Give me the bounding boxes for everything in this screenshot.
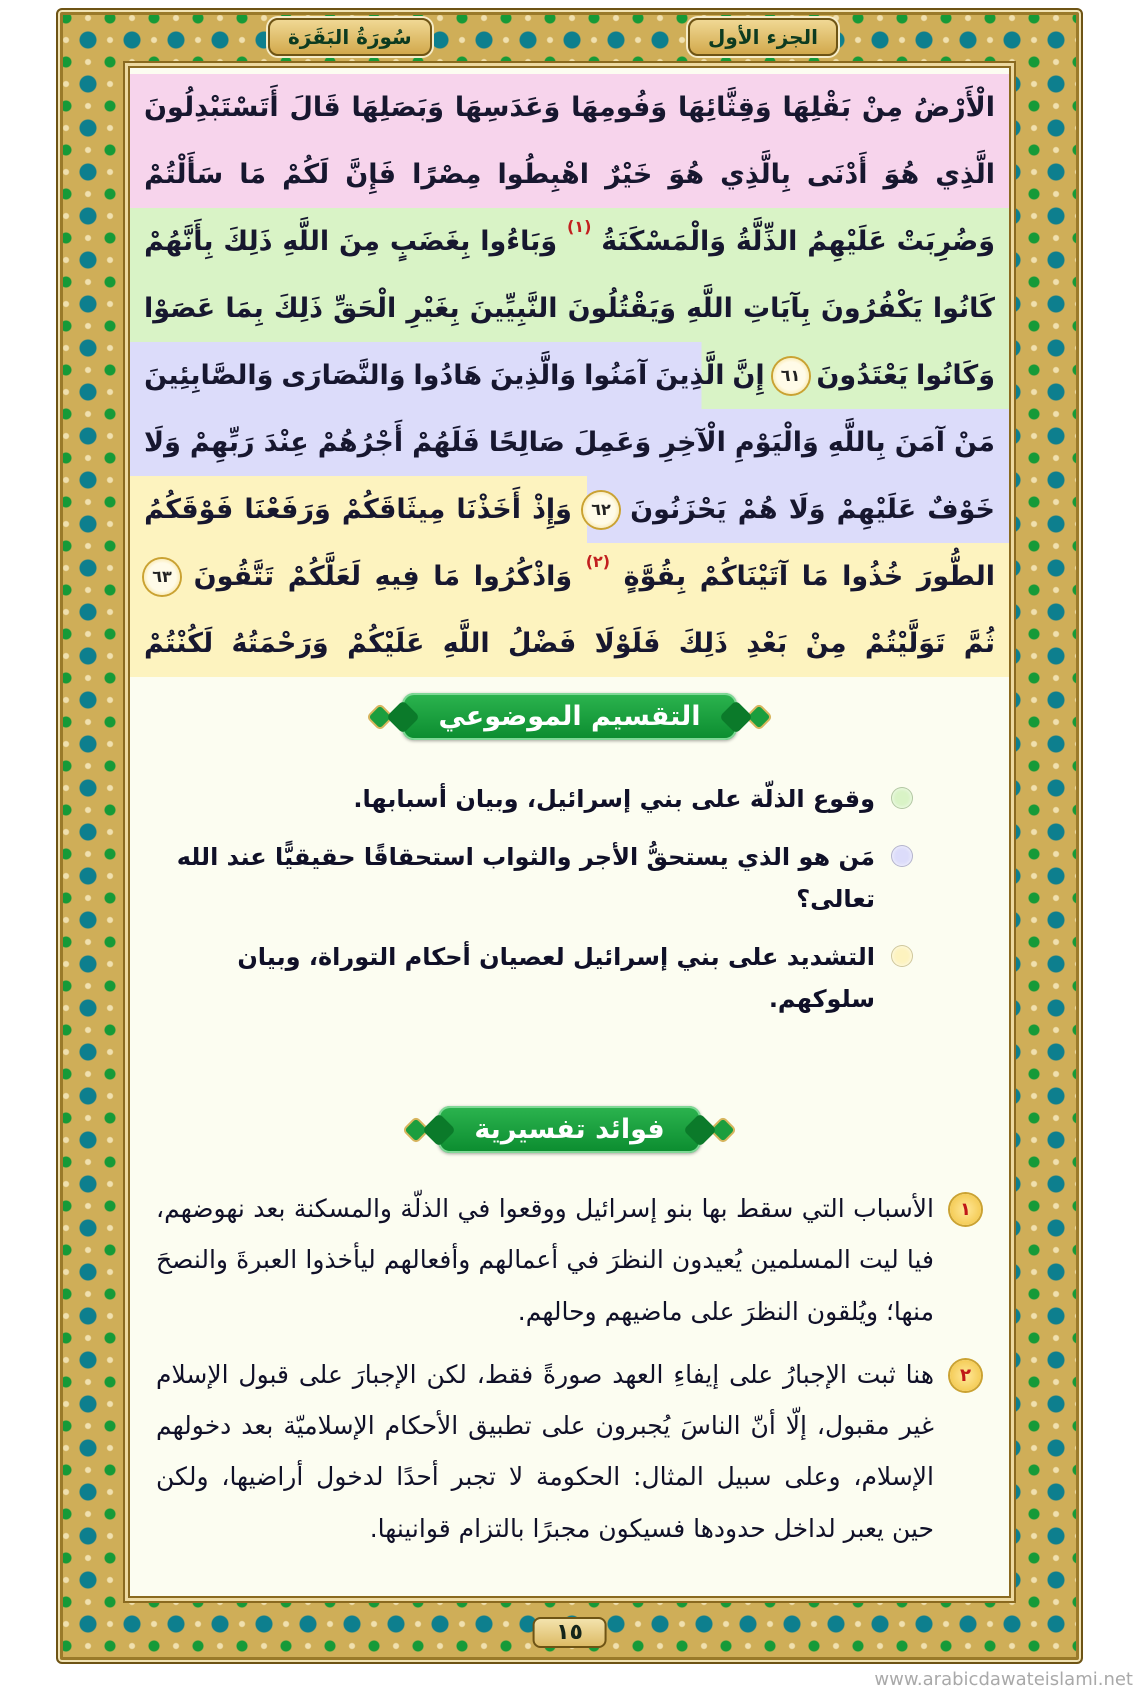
quran-word: عَلَيْهِمْ xyxy=(836,494,917,525)
quran-word: وَرَفَعْنَا xyxy=(244,494,331,525)
quran-line xyxy=(130,610,1009,677)
quran-word: هُوَ xyxy=(883,159,920,190)
verse-number-medallion: ٦٢ xyxy=(583,492,619,528)
quran-word: مِنْ xyxy=(861,92,903,123)
quran-word: وَكَانُوا xyxy=(916,360,995,391)
tafsir-note-text: الأسباب التي سقط بها بنو إسرائيل ووقعوا في الذلّة والمسكنة بعد نهوضهم، فيا ليت المسلمين يُعيدون النظرَ في أعمالهم وأفعالهم ليأخذوا العبرةَ والنصحَ منها؛ ويُلقون النظرَ على ماضيهم وحالهم. xyxy=(156,1194,934,1326)
quran-text-block xyxy=(130,68,1009,677)
quran-word: وَضُرِبَتْ xyxy=(896,226,995,257)
quran-word: وَبَاءُوا xyxy=(480,226,558,257)
quran-line xyxy=(130,141,1009,208)
quran-line xyxy=(130,543,1009,610)
quran-word: خُذُوا xyxy=(842,561,904,592)
quran-word: ذَلِكَ xyxy=(223,226,273,257)
quran-word: اللَّهِ xyxy=(442,628,490,659)
quran-word: أَدْنَى xyxy=(806,159,868,190)
quran-word: وَبَصَلِهَا xyxy=(351,92,445,123)
quran-line xyxy=(130,208,1009,275)
quran-word: هَادُوا xyxy=(413,360,483,391)
bullet-circle-icon xyxy=(891,845,913,867)
quran-word: مَا xyxy=(801,561,829,592)
thematic-item xyxy=(160,778,913,820)
tafsir-note xyxy=(156,1183,981,1337)
page-number: ١٥ xyxy=(532,1617,607,1648)
quran-word: مِصْرًا xyxy=(412,159,482,190)
quran-word: فَضْلُ xyxy=(507,628,577,659)
quran-word: مَنْ xyxy=(953,427,995,458)
quran-word: إِنَّ xyxy=(732,360,765,391)
quran-word: هُوَ xyxy=(668,159,705,190)
quran-word: مَا xyxy=(433,561,461,592)
note-number-badge: ١ xyxy=(950,1194,981,1225)
thematic-item xyxy=(160,936,913,1020)
quran-line xyxy=(130,342,1009,409)
quran-word: مَا xyxy=(239,159,267,190)
quran-word: بِمَا xyxy=(225,293,264,324)
benefits-section-banner xyxy=(438,1106,700,1153)
quran-word: فِيهِ xyxy=(374,561,420,592)
quran-word: اللَّهِ xyxy=(282,226,330,257)
quran-word: كَانُوا xyxy=(932,293,995,324)
page-content xyxy=(128,66,1011,1598)
quran-word: بَقْلِهَا xyxy=(782,92,852,123)
quran-word: عَلَيْهِمُ xyxy=(807,226,887,257)
quran-word: رَبِّهِمْ xyxy=(189,427,255,458)
thematic-list xyxy=(130,748,1009,1020)
quran-word: الْآخِرِ xyxy=(660,427,726,458)
quran-word: صَالِحًا xyxy=(488,427,565,458)
quran-word: خَوْفٌ xyxy=(927,494,995,525)
quran-word: وَفُومِهَا xyxy=(571,92,668,123)
tafsir-note xyxy=(156,1349,981,1554)
benefits-banner-row xyxy=(130,1106,1009,1153)
quran-word: وَإِذْ xyxy=(532,494,572,525)
quran-word: أَجْرُهُمْ xyxy=(317,427,404,458)
footnote-marker: (١) xyxy=(566,217,592,236)
quran-word: عَلَيْكُمْ xyxy=(347,628,425,659)
tafsir-note-text: هنا ثبت الإجبارُ على إيفاءِ العهد صورةً فقط، لكن الإجبارَ على قبول الإسلام غير مقبول، إلّا أنّ الناسَ يُجبرون على تطبيق الأحكام الإسلاميّة بعد دخولهم الإسلام، وعلى سبيل المثال: الحكومة لا تجبر أحدًا لدخول أراضيها، ولكن حين يعبر لداخل حدودها فسيكون مجبرًا بالتزام قوانينها. xyxy=(156,1359,934,1543)
quran-word: يَحْزَنُونَ xyxy=(630,494,727,525)
quran-word: عِنْدَ xyxy=(263,427,309,458)
quran-word: ثُمَّ xyxy=(963,628,995,659)
quran-word: ذَلِكَ xyxy=(678,628,728,659)
quran-word: يَعْتَدُونَ xyxy=(816,360,909,391)
quran-word: وَرَحْمَتُهُ xyxy=(231,628,329,659)
quran-word: فَلَهُمْ xyxy=(412,427,480,458)
quran-word: بِآيَاتِ xyxy=(743,293,811,324)
quran-word: وَالْيَوْمِ xyxy=(734,427,819,458)
quran-word: سَأَلْتُمْ xyxy=(144,159,224,190)
surah-title-cartouche xyxy=(268,18,432,56)
quran-line xyxy=(130,275,1009,342)
quran-word: قَالَ xyxy=(289,92,341,123)
quran-word: الَّذِينَ xyxy=(655,360,725,391)
quran-word: بِغَضَبٍ xyxy=(389,226,471,257)
quran-word: فَوْقَكُمُ xyxy=(144,494,234,525)
quran-word: لَكُنْتُمْ xyxy=(144,628,214,659)
quran-line xyxy=(130,409,1009,476)
verse-number-medallion: ٦١ xyxy=(773,358,809,394)
quran-word: لَكُمْ xyxy=(282,159,330,190)
quran-word: بِالَّذِي xyxy=(720,159,791,190)
quran-word: يَكْفُرُونَ xyxy=(820,293,923,324)
thematic-item-text: التشديد على بني إسرائيل لعصيان أحكام التوراة، وبيان سلوكهم. xyxy=(237,943,875,1013)
thematic-banner-row xyxy=(130,693,1009,740)
quran-word: آتَيْنَاكُمْ xyxy=(699,561,789,592)
quran-word: الذِّلَّةُ xyxy=(735,226,798,257)
quran-word: النَّبِيِّينَ xyxy=(469,293,558,324)
quran-word: وَعَمِلَ xyxy=(573,427,652,458)
quran-line xyxy=(130,476,1009,543)
juz-title: الجزء الأول xyxy=(708,25,818,49)
quran-word: مِيثَاقَكُمْ xyxy=(341,494,446,525)
quran-word: الْحَقِّ xyxy=(333,293,397,324)
thematic-section-title: التقسيم الموضوعي xyxy=(438,701,701,732)
verse-number-medallion: ٦٣ xyxy=(144,559,180,595)
quran-word: وَعَدَسِهَا xyxy=(454,92,561,123)
quran-word: أَتَسْتَبْدِلُونَ xyxy=(144,92,279,123)
quran-word: هُمْ xyxy=(737,494,778,525)
quran-word: الَّذِي xyxy=(935,159,995,190)
footnote-marker: (٢) xyxy=(585,552,611,571)
quran-word: اللَّهِ xyxy=(686,293,733,324)
juz-title-cartouche xyxy=(688,18,838,56)
quran-word: وَالْمَسْكَنَةُ xyxy=(601,226,727,257)
quran-word: بَعْدِ xyxy=(746,628,788,659)
quran-word: الطُّورَ xyxy=(916,561,995,592)
quran-word: وَلَا xyxy=(144,427,181,458)
quran-word: خَيْرٌ xyxy=(605,159,653,190)
quran-word: وَيَقْتُلُونَ xyxy=(567,293,676,324)
thematic-item-text: وقوع الذلّة على بني إسرائيل، وبيان أسبابها. xyxy=(353,785,875,813)
benefits-section-title: فوائد تفسيرية xyxy=(474,1114,665,1145)
watermark: www.arabicdawateislami.net xyxy=(874,1669,1133,1690)
note-number-badge: ٢ xyxy=(950,1360,981,1391)
quran-word: فَلَوْلَا xyxy=(594,628,661,659)
quran-word: عَصَوْا xyxy=(144,293,216,324)
quran-word: أَخَذْنَا xyxy=(456,494,521,525)
quran-word: بِاللَّهِ xyxy=(827,427,886,458)
quran-word: تَتَّقُونَ xyxy=(193,561,275,592)
quran-word: بِغَيْرِ xyxy=(406,293,460,324)
quran-line xyxy=(130,74,1009,141)
bullet-circle-icon xyxy=(891,787,913,809)
quran-word: وَالنَّصَارَى xyxy=(281,360,406,391)
quran-word: آمَنُوا xyxy=(584,360,648,391)
quran-word: وَقِثَّائِهَا xyxy=(677,92,772,123)
quran-word: اهْبِطُوا xyxy=(497,159,590,190)
quran-word: وَلَا xyxy=(788,494,826,525)
thematic-section-banner xyxy=(402,693,736,740)
quran-word: وَالَّذِينَ xyxy=(490,360,577,391)
quran-word: تَوَلَّيْتُمْ xyxy=(864,628,946,659)
quran-word: بِقُوَّةٍ xyxy=(623,561,687,592)
quran-word: مِنْ xyxy=(805,628,847,659)
quran-word: فَإِنَّ xyxy=(345,159,397,190)
quran-word: وَالصَّابِئِينَ xyxy=(144,360,274,391)
bullet-circle-icon xyxy=(891,945,913,967)
quran-word: وَاذْكُرُوا xyxy=(473,561,573,592)
quran-word: ذَلِكَ xyxy=(273,293,323,324)
benefits-list xyxy=(130,1161,1009,1554)
quran-word: مِنَ xyxy=(338,226,380,257)
thematic-item-text: مَن هو الذي يستحقُّ الأجر والثواب استحقاقًا حقيقيًّا عند الله تعالى؟ xyxy=(176,843,875,913)
surah-title: سُورَةُ البَقَرَة xyxy=(288,25,412,49)
quran-word: لَعَلَّكُمْ xyxy=(287,561,362,592)
thematic-item xyxy=(160,836,913,920)
quran-word: الْأَرْضُ xyxy=(913,92,995,123)
quran-word: آمَنَ xyxy=(894,427,945,458)
quran-word: بِأَنَّهُمْ xyxy=(144,226,214,257)
